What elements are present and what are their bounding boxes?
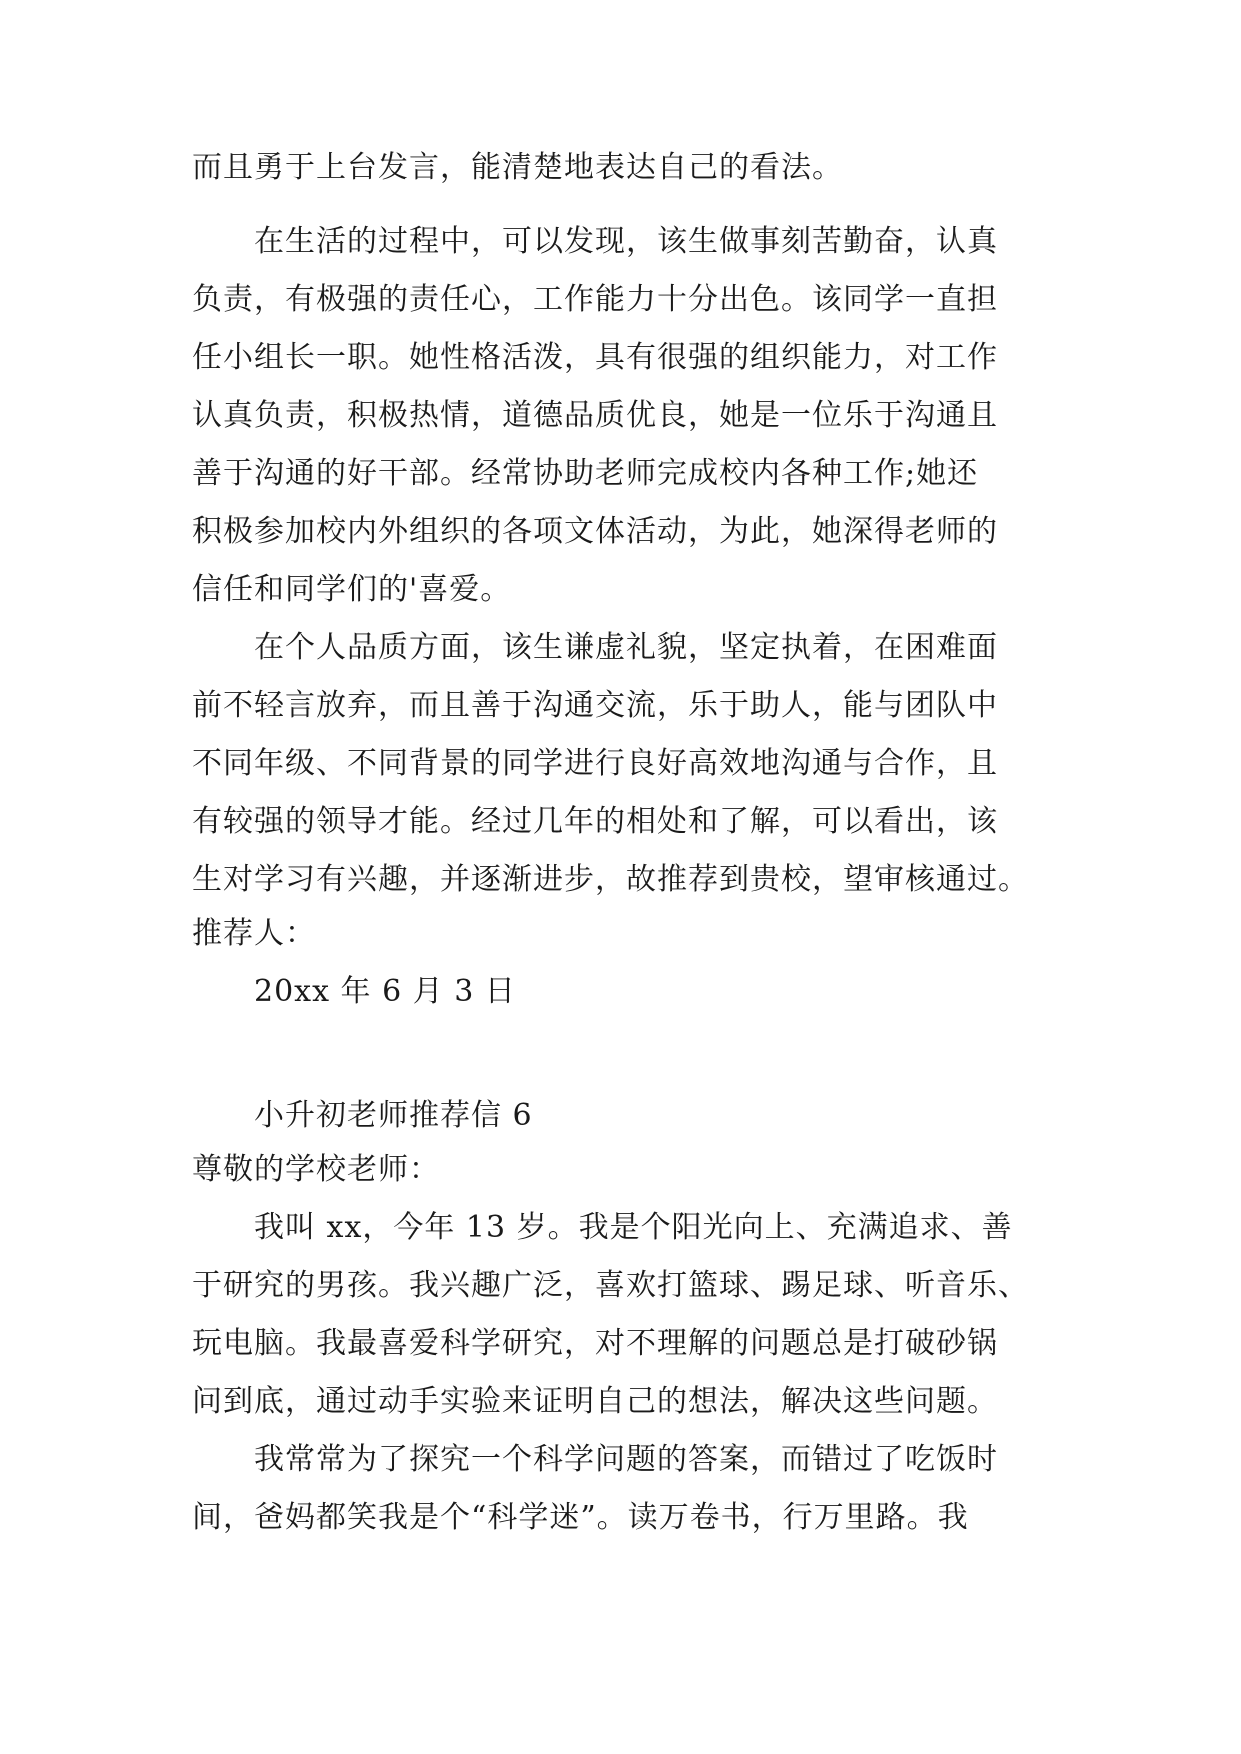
paragraph-line: 负责，有极强的责任心，工作能力十分出色。该同学一直担 bbox=[192, 282, 998, 317]
paragraph-line: 善于沟通的好干部。经常协助老师完成校内各种工作;她还 bbox=[192, 456, 979, 491]
paragraph-line: 积极参加校内外组织的各项文体活动，为此，她深得老师的 bbox=[192, 514, 998, 549]
paragraph-line: 玩电脑。我最喜爱科学研究，对不理解的问题总是打破砂锅 bbox=[192, 1326, 998, 1361]
paragraph-line: 认真负责，积极热情，道德品质优良，她是一位乐于沟通且 bbox=[192, 398, 998, 433]
salutation: 尊敬的学校老师： bbox=[192, 1152, 440, 1187]
paragraph-line: 不同年级、不同背景的同学进行良好高效地沟通与合作，且 bbox=[192, 746, 998, 781]
paragraph-line: 任小组长一职。她性格活泼，具有很强的组织能力，对工作 bbox=[192, 340, 998, 375]
paragraph-line: 生对学习有兴趣，并逐渐进步，故推荐到贵校，望审核通过。 bbox=[192, 862, 1029, 897]
recommender-label: 推荐人： bbox=[192, 916, 316, 951]
paragraph-line: 于研究的男孩。我兴趣广泛，喜欢打篮球、踢足球、听音乐、 bbox=[192, 1268, 1029, 1303]
paragraph-line: 在生活的过程中，可以发现，该生做事刻苦勤奋，认真 bbox=[254, 224, 998, 259]
paragraph-line: 而且勇于上台发言，能清楚地表达自己的看法。 bbox=[192, 150, 843, 185]
paragraph-line: 信任和同学们的'喜爱。 bbox=[192, 572, 512, 607]
paragraph-line: 我常常为了探究一个科学问题的答案，而错过了吃饭时 bbox=[254, 1442, 998, 1477]
date-line: 20xx 年 6 月 3 日 bbox=[254, 974, 516, 1009]
paragraph-line: 问到底，通过动手实验来证明自己的想法，解决这些问题。 bbox=[192, 1384, 998, 1419]
paragraph-line: 间，爸妈都笑我是个“科学迷”。读万卷书，行万里路。我 bbox=[192, 1500, 969, 1535]
paragraph-line: 前不轻言放弃，而且善于沟通交流，乐于助人，能与团队中 bbox=[192, 688, 998, 723]
paragraph-line: 有较强的领导才能。经过几年的相处和了解，可以看出，该 bbox=[192, 804, 998, 839]
paragraph-line: 在个人品质方面，该生谦虚礼貌，坚定执着，在困难面 bbox=[254, 630, 998, 665]
section-title: 小升初老师推荐信 6 bbox=[254, 1098, 533, 1133]
paragraph-line: 我叫 xx，今年 13 岁。我是个阳光向上、充满追求、善 bbox=[254, 1210, 1013, 1245]
